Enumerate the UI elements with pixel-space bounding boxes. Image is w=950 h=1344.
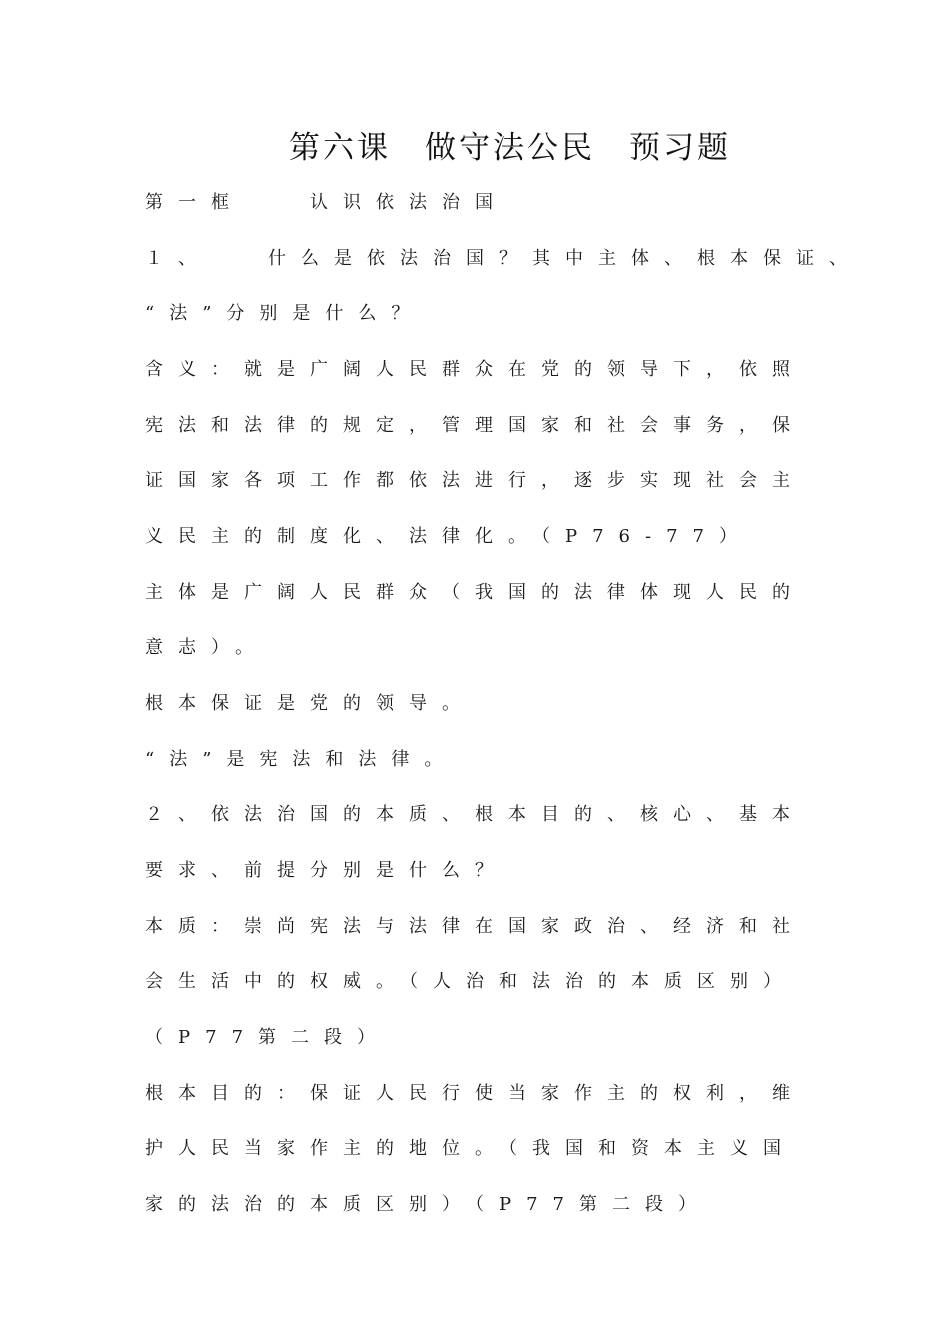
- answer-subject-line-1: 主体是广阔人民群众（我国的法律体现人民的: [145, 582, 805, 603]
- answer-subject-line-2: 意志）。: [145, 637, 268, 658]
- answer-goal-line-3: 家的法治的本质区别）（P77第二段）: [145, 1194, 712, 1215]
- document-title: 第六课 做守法公民 预习题: [289, 130, 731, 166]
- answer-meaning-line-2: 宪法和法律的规定，管理国家和社会事务，保: [145, 415, 805, 436]
- answer-essence-line-2: 会生活中的权威。（人治和法治的本质区别）: [145, 971, 796, 992]
- question-1-line-2: “法”分别是什么？: [145, 303, 425, 324]
- answer-guarantee: 根本保证是党的领导。: [145, 693, 475, 714]
- answer-meaning-line-4: 义民主的制度化、法律化。（P76-77）: [145, 526, 753, 547]
- answer-law: “法”是宪法和法律。: [145, 749, 458, 770]
- answer-meaning-line-3: 证国家各项工作都依法进行，逐步实现社会主: [145, 470, 805, 491]
- question-2-line-2: 要求、前提分别是什么？: [145, 860, 508, 881]
- answer-essence-line-3: （P77第二段）: [145, 1027, 391, 1048]
- question-2-line-1: ２、依法治国的本质、根本目的、核心、基本: [145, 804, 805, 825]
- answer-essence-line-1: 本质：崇尚宪法与法律在国家政治、经济和社: [145, 916, 805, 937]
- answer-goal-line-1: 根本目的：保证人民行使当家作主的权利，维: [145, 1083, 805, 1104]
- section-heading: 第一框 认识依法治国: [145, 192, 508, 213]
- answer-meaning-line-1: 含义：就是广阔人民群众在党的领导下，依照: [145, 359, 805, 380]
- question-1-line-1: １、 什么是依法治国？其中主体、根本保证、: [145, 248, 862, 269]
- answer-goal-line-2: 护人民当家作主的地位。（我国和资本主义国: [145, 1138, 796, 1159]
